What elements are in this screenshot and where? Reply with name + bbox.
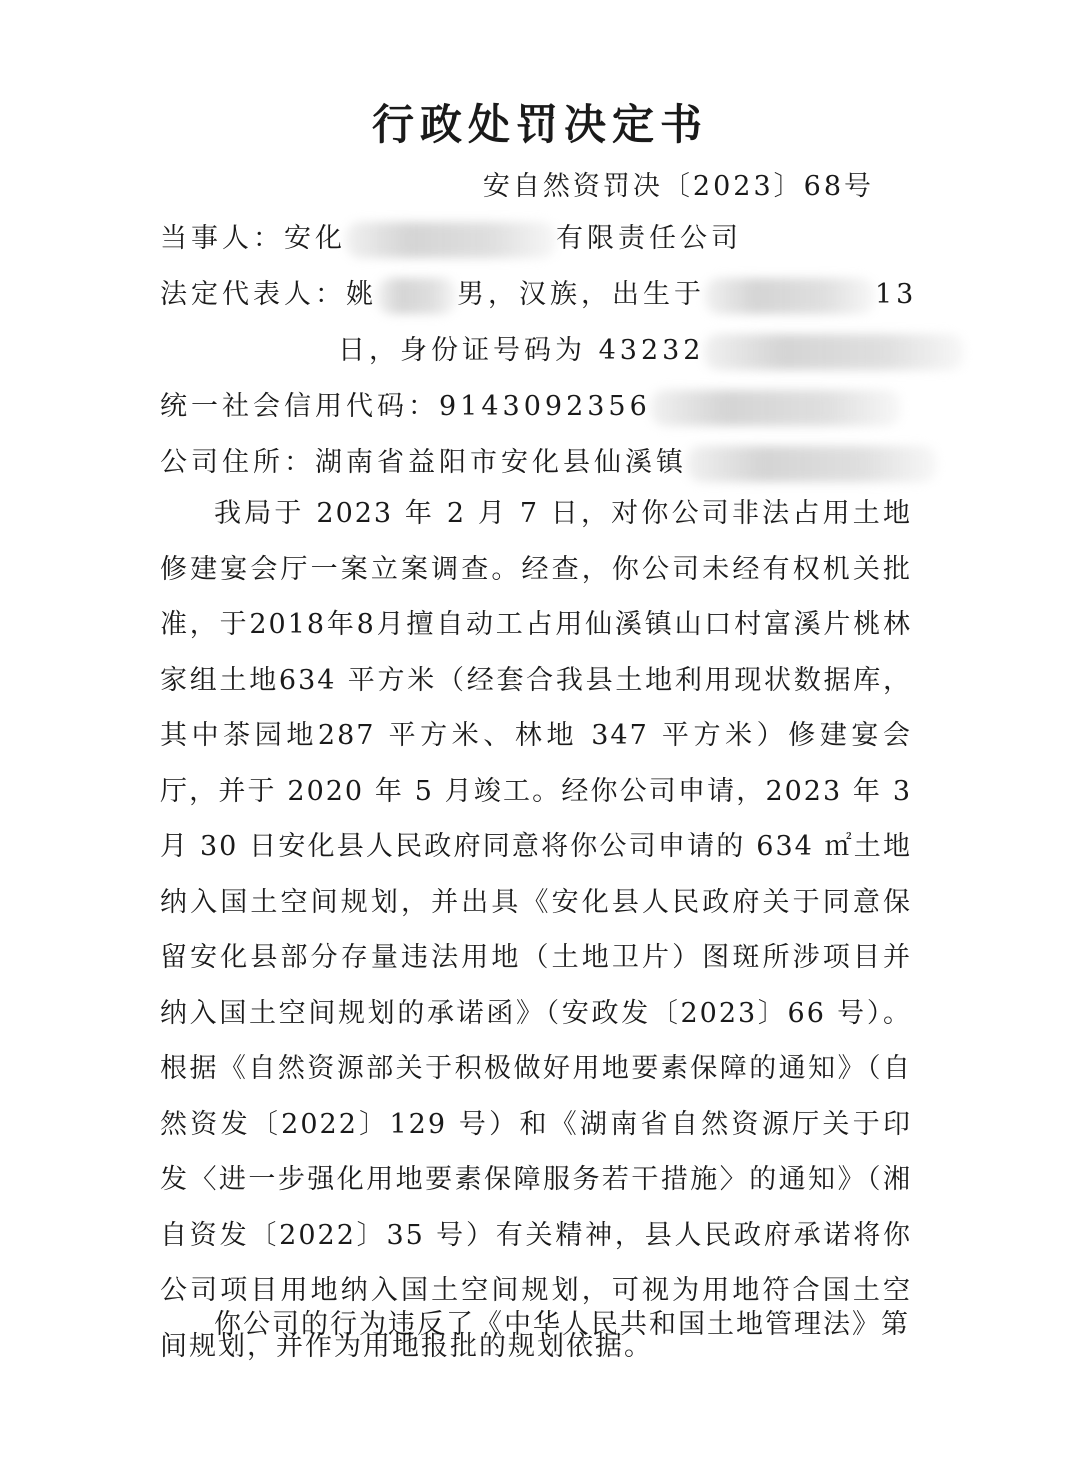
representative-line <box>160 272 917 314</box>
rep-label: 法定代表人： <box>160 279 346 310</box>
rep-gender-ethnicity: 男，汉族，出生于 <box>457 279 705 310</box>
redaction-blur <box>704 334 964 370</box>
redaction-blur <box>651 390 901 426</box>
redaction-blur <box>687 446 937 482</box>
address-line <box>160 440 937 482</box>
rep-birth-day: 13 <box>875 279 918 310</box>
redaction-blur <box>346 222 556 258</box>
paragraph-1: 我局于 2023 年 2 月 7 日，对你公司非法占用土地修建宴会厅一案立案调查。经查，你公司未经有权机关批准，于2018年8月擅自动工占用仙溪镇山口村富溪片桃林家组土地634 平方米（经套合我县土地利用现状数据库，其中茶园地287 平方米、林地 347 平方米）修建宴会厅，并于 2020 年 5 月竣工。经你公司申请，2023 年 3 月 30 日安化县人民政府同意将你公司申请的 634 ㎡土地纳入国土空间规划，并出具《安化县人民政府关于同意保留安化县部分存量违法用地（土地卫片）图斑所涉项目并纳入国土空间规划的承诺函》（安政发〔2023〕66 号）。根据《自然资源部关于积极做好用地要素保障的通知》（自然资发〔2022〕129 号）和《湖南省自然资源厅关于印发〈进一步强化用地要素保障服务若干措施〉的通知》（湘自资发〔2022〕35 号）有关精神，县人民政府承诺将你公司项目用地纳入国土空间规划，可视为用地符合国土空间规划，并作为用地报批的规划依据。 <box>160 498 912 1362</box>
party-name-start: 安化 <box>284 223 346 254</box>
redaction-blur <box>377 278 457 314</box>
credit-code-line <box>160 384 901 426</box>
party-line <box>160 216 742 258</box>
party-label: 当事人： <box>160 223 284 254</box>
rep-id: 日，身份证号码为 43232 <box>338 335 705 366</box>
rep-name-start: 姚 <box>346 279 377 310</box>
representative-id-line <box>338 328 964 370</box>
paragraph-2: 你公司的行为违反了《中华人民共和国土地管理法》第 <box>214 1309 910 1340</box>
address-value: 湖南省益阳市安化县仙溪镇 <box>315 447 687 478</box>
credit-code-value: 9143092356 <box>439 391 651 422</box>
party-name-end: 有限责任公司 <box>556 223 742 254</box>
credit-code-label: 统一社会信用代码： <box>160 391 439 422</box>
document-title: 行政处罚决定书 <box>371 100 708 149</box>
document-number: 安自然资罚决〔2023〕68号 <box>482 171 874 202</box>
address-label: 公司住所： <box>160 447 315 478</box>
body-text <box>160 486 912 1374</box>
redaction-blur <box>705 278 875 314</box>
